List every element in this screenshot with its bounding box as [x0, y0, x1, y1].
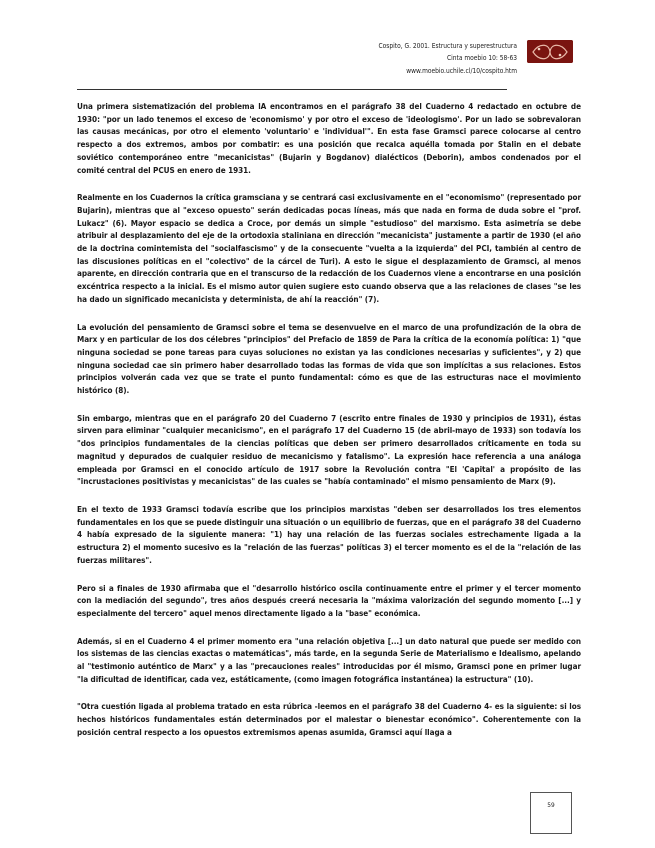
citation-author-title: Cospito, G. 2001. Estructura y superestructura — [378, 42, 517, 50]
page-number-box — [530, 792, 572, 834]
paragraph: "Otra cuestión ligada al problema tratado en esta rúbrica -leemos en el parágrafo 38 del Cuaderno 4- es la siguiente: si los hechos históricos fundamentales están determinados por el malestar o bienestar económico". Coherentemente con la posición central respecto a los opuestos extremismos apenas asumida, Gramsci aquí llaga a — [77, 701, 581, 737]
paragraph: La evolución del pensamiento de Gramsci sobre el tema se desenvuelve en el marco de una profundización de la obra de Marx y en particular de los dos célebres "principios" del Prefacio de 1859 de Para la crítica de la economía política: 1) "que ninguna sociedad se pone tareas para cuyas soluciones no existan ya las condiciones necesarias y suficientes", y 2) que ninguna sociedad cae sin primero haber desarrollado todas las formas de vida que son implícitas a sus relaciones. Estos principios volverán cada vez que se trate el punto fundamental: cómo es que de las estructuras nace el movimiento histórico (8). — [77, 321, 581, 396]
paragraph: Una primera sistematización del problema lA encontramos en el parágrafo 38 del Cuaderno 4 redactado en octubre de 1930: "por un lado tenemos el exceso de 'economismo' y por otro el exceso de 'ideologismo'. Por un lado se sobrevaloran las causas mecánicas, por otro el elemento 'voluntario' e 'individual'". En esta fase Gramsci parece colocarse al centro respecto a dos extremos, ambos por combatir: es una posición que recalca aquélla tomada por Stalin en el debate soviético contemporáneo entre "mecanicistas" (Bujarin y Bogdanov) dialécticos (Deborin), ambos condenados por el comité central del PCUS en enero de 1931. — [77, 101, 581, 175]
paragraph: Realmente en los Cuadernos la crítica gramsciana y se centrará casi exclusivamente en el "economismo" (representado por Bujarin), mientras que al "exceso opuesto" serán dedicadas pocas líneas, más que nada en forma de duda sobre el "prof. Lukacz" (6). Mayor espacio se dedica a Croce, por demás un simple "estudioso" del marxismo. Esta asimetría se debe atribuir al desplazamiento del eje de la ortodoxia staliniana en dirección "mecanicista" justamente a partir de 1930 (el año de la doctrina comintemista del "socialfascismo" y de la consecuente "vuelta a la izquierda" del PCI, también al centro de las discusiones políticas en el "colectivo" de la cárcel de Turi). A esto le sigue el desplazamiento de Gramsci, al menos aparente, en dirección contraria que en el transcurso de la redacción de los Cuadernos viene a encontrarse en una posición excéntrica respecto a la inicial. Es el mismo autor quien sugiere esto cuando observa que a las relaciones de clases "se les ha dado un significado mecanicista y determinista, de ahí la reacción" (7). — [77, 192, 581, 304]
paragraph: Pero si a finales de 1930 afirmaba que el "desarrollo histórico oscila continuamente entre el primer y el tercer momento con la mediación del segundo", tres años después creerá necesaria la "máxima valorización del segundo momento [...] y especialmente del tercero" aquel menos directamente ligado a la "base" económica. — [77, 582, 581, 618]
header-divider — [77, 89, 507, 90]
page-number: 59 — [547, 801, 555, 809]
paragraph: En el texto de 1933 Gramsci todavía escribe que los principios marxistas "deben ser desarrollados los tres elementos fundamentales en los que se puede distinguir una situación o un equilibrio de fuerzas, que en el parágrafo 38 del Cuaderno 4 había expresado de la siguiente manera: "1) hay una relación de las fuerzas sociales estrechamente ligada a la estructura 2) el momento sucesivo es la "relación de las fuerzas" políticas 3) el tercer momento es el de la "relación de las fuerzas militares". — [77, 503, 581, 565]
header-citation — [378, 40, 517, 77]
paragraph: Sin embargo, mientras que en el parágrafo 20 del Cuaderno 7 (escrito entre finales de 1930 y principios de 1931), éstas sirven para eliminar "cualquier mecanicismo", en el parágrafo 17 del Cuaderno 15 (de abril-mayo de 1933) son todavía los "dos principios fundamentales de la ciencias políticas que deben ser primero desarrollados críticamente en toda su magnitud y depurados de cualquier residuo de mecanicismo y fatalismo". La expresión hace referencia a una análoga empleada por Gramsci en el conocido artículo de 1917 sobre la Revolución contra "El 'Capital' a propósito de las "incrustaciones positivistas y mecanicistas" de las cuales se "había contaminado" el mismo pensamiento de Marx (9). — [77, 412, 581, 487]
article-body — [77, 100, 581, 754]
paragraph: Además, si en el Cuaderno 4 el primer momento era "una relación objetiva [...] un dato natural que puede ser medido con los sistemas de las ciencias exactas o matemáticas", más tarde, en la segunda Serie de Materialismo e Idealismo, apelando al "testimonio auténtico de Marx" y a las "precauciones reales" introducidas por él mismo, Gramsci pone en primer lugar "la dificultad de identificar, cada vez, estáticamente, (como imagen fotográfica instantánea) la estructura" (10). — [77, 635, 581, 684]
citation-url[interactable]: www.moebio.uchile.cl/10/cospito.htm — [406, 66, 517, 75]
cinta-moebio-logo — [527, 40, 573, 63]
citation-journal: Cinta moebio 10: 58-63 — [446, 54, 517, 63]
